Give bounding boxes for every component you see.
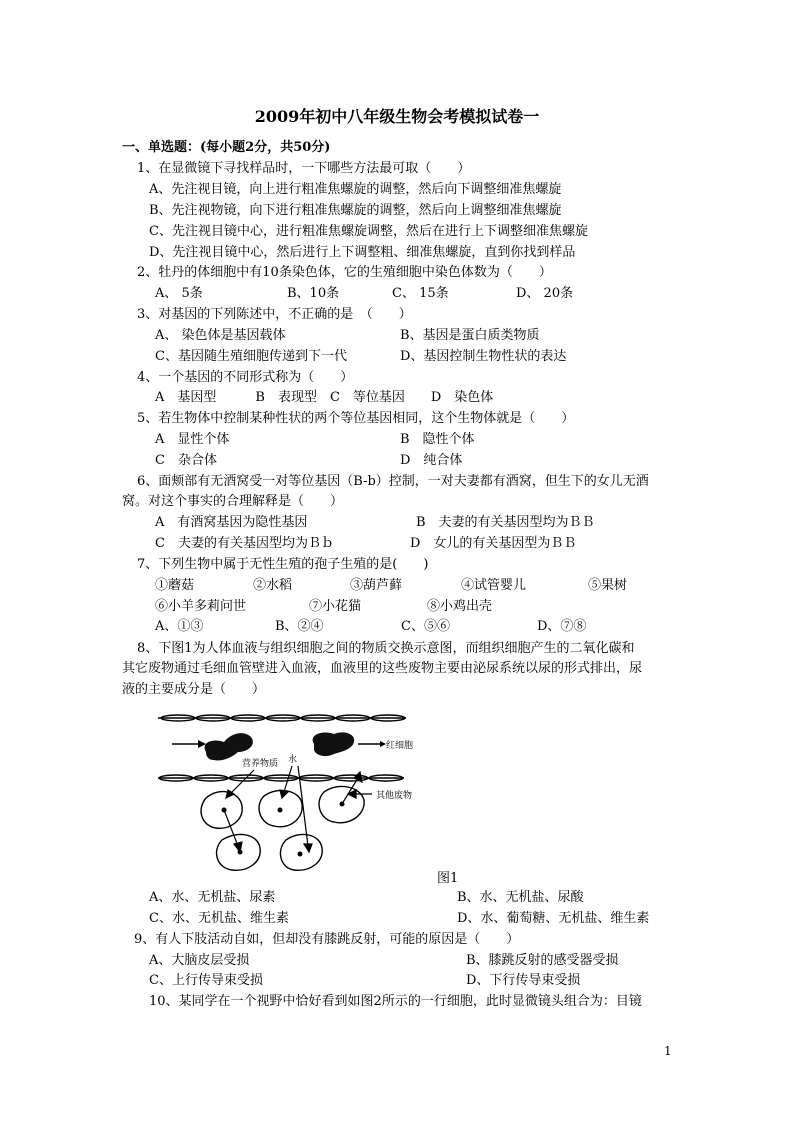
q2-option-d: D、 20条 <box>516 286 574 301</box>
q5-stem: 5、若生物体中控制某种性状的两个等位基因相同，这个生物体就是（ ） <box>137 411 575 426</box>
figure-1-caption: 图1 <box>437 871 459 886</box>
q8-stem-line2: 其它废物通过毛细血管壁进入血液，血液里的这些废物主要由泌尿系统以尿的形式排出，尿 <box>122 661 643 676</box>
blood-flow-arrow <box>172 740 206 748</box>
q1-option-b: B、先注视物镜，向下进行粗准焦螺旋的调整，然后向上调整细准焦螺旋 <box>149 203 562 218</box>
tissue-cell <box>259 790 302 826</box>
q7-stem: 7、下列生物中属于无性生殖的孢子生殖的是( ) <box>137 557 429 572</box>
q7-item-8: ⑧小鸡出壳 <box>427 599 493 614</box>
red-blood-cell <box>205 733 253 760</box>
q8-option-c: C、水、无机盐、维生素 <box>149 911 289 926</box>
water-label: 水 <box>288 755 298 765</box>
q6-option-d: D 女儿的有关基因型为ＢＢ <box>410 536 577 551</box>
q3-option-c: C、基因随生殖细胞传递到下一代 <box>155 349 347 364</box>
q9-option-b: B、膝跳反射的感受器受损 <box>466 953 619 968</box>
rbc-label: 红细胞 <box>386 741 414 751</box>
figure-1-blood-tissue-exchange <box>158 706 458 878</box>
q2-option-b: B、10条 <box>287 286 340 301</box>
q5-option-a: A 显性个体 <box>155 432 230 447</box>
q5-option-d: D 纯合体 <box>400 453 463 468</box>
q10-stem: 10、某同学在一个视野中恰好看到如图2所示的一行细胞，此时显微镜头组合为：目镜 <box>149 994 642 1009</box>
q2-option-a: A、 5条 <box>155 286 203 301</box>
q6-option-c: C 夫妻的有关基因型均为Ｂｂ <box>155 536 334 551</box>
q7-item-7: ⑦小花猫 <box>309 599 362 614</box>
section-heading: 一、单选题：(每小题2分，共50分) <box>122 140 331 155</box>
capillary-wall-lower <box>158 775 404 781</box>
q6-stem-line2: 窝。对这个事实的合理解释是（ ） <box>122 494 344 509</box>
tissue-cell <box>319 786 364 822</box>
page-title: 2009年初中八年级生物会考模拟试卷一 <box>254 107 540 126</box>
q7-item-6: ⑥小羊多莉问世 <box>155 599 247 614</box>
waste-label: 其他废物 <box>376 791 413 801</box>
q7-item-4: ④试管婴儿 <box>461 578 527 593</box>
q2-option-c: C、 15条 <box>392 286 449 301</box>
page-number: 1 <box>664 1044 672 1058</box>
q7-option-c: C、⑤⑥ <box>401 619 450 634</box>
q2-stem: 2、牡丹的体细胞中有10条染色体，它的生殖细胞中染色体数为（ ） <box>137 265 552 280</box>
q8-stem-line1: 8、下图1为人体血液与组织细胞之间的物质交换示意图，而组织细胞产生的二氧化碳和 <box>137 641 635 656</box>
nutrients-label: 营养物质 <box>242 759 279 769</box>
q9-option-d: D、下行传导束受损 <box>466 973 581 988</box>
q7-item-2: ②水稻 <box>253 578 293 593</box>
tissue-cell <box>217 834 261 870</box>
q7-option-b: B、②④ <box>275 619 324 634</box>
tissue-cell <box>201 792 242 829</box>
rbc-label-arrow <box>358 741 386 747</box>
q3-stem: 3、对基因的下列陈述中，不正确的是 （ ） <box>137 307 412 322</box>
q1-stem: 1、在显微镜下寻找样品时，一下哪些方法最可取（ ） <box>137 161 471 176</box>
q3-option-b: B、基因是蛋白质类物质 <box>400 328 540 343</box>
q6-option-a: A 有酒窝基因为隐性基因 <box>155 515 308 530</box>
q7-option-a: A、①③ <box>155 619 204 634</box>
q7-item-3: ③葫芦藓 <box>350 578 403 593</box>
q3-option-d: D、基因控制生物性状的表达 <box>400 349 567 364</box>
q1-option-c: C、先注视目镜中心，进行粗准焦螺旋调整，然后在进行上下调整细准焦螺旋 <box>149 224 588 239</box>
q3-option-a: A、 染色体是基因载体 <box>155 328 286 343</box>
q9-option-a: A、大脑皮层受损 <box>149 953 250 968</box>
q7-item-5: ⑤果树 <box>588 578 628 593</box>
q4-stem: 4、一个基因的不同形式称为（ ） <box>137 370 354 385</box>
q4-options: A 基因型 B 表现型 C 等位基因 D 染色体 <box>155 390 494 405</box>
q1-option-d: D、先注视目镜中心，然后进行上下调整粗、细准焦螺旋，直到你找到样品 <box>149 245 576 260</box>
q9-option-c: C、上行传导束受损 <box>149 973 263 988</box>
q5-option-c: C 杂合体 <box>155 453 217 468</box>
q9-stem: 9、有人下肢活动自如，但却没有膝跳反射，可能的原因是（ ） <box>134 932 520 947</box>
capillary-wall-upper <box>158 715 406 721</box>
q8-option-d: D、水、葡萄糖、无机盐、维生素 <box>457 911 650 926</box>
q8-option-b: B、水、无机盐、尿酸 <box>457 890 584 905</box>
q6-option-b: B 夫妻的有关基因型均为ＢＢ <box>416 515 595 530</box>
tissue-cell <box>280 834 322 870</box>
q8-stem-line3: 液的主要成分是（ ） <box>122 682 266 697</box>
q7-option-d: D、⑦⑧ <box>537 619 587 634</box>
q8-option-a: A、水、无机盐、尿素 <box>149 890 276 905</box>
q1-option-a: A、先注视目镜，向上进行粗准焦螺旋的调整，然后向下调整细准焦螺旋 <box>149 182 562 197</box>
q5-option-b: B 隐性个体 <box>400 432 475 447</box>
q6-stem-line1: 6、面颊部有无酒窝受一对等位基因（B-b）控制，一对夫妻都有酒窝，但生下的女儿无酒 <box>137 474 649 489</box>
red-blood-cell <box>313 732 355 756</box>
q7-item-1: ①蘑菇 <box>155 578 195 593</box>
